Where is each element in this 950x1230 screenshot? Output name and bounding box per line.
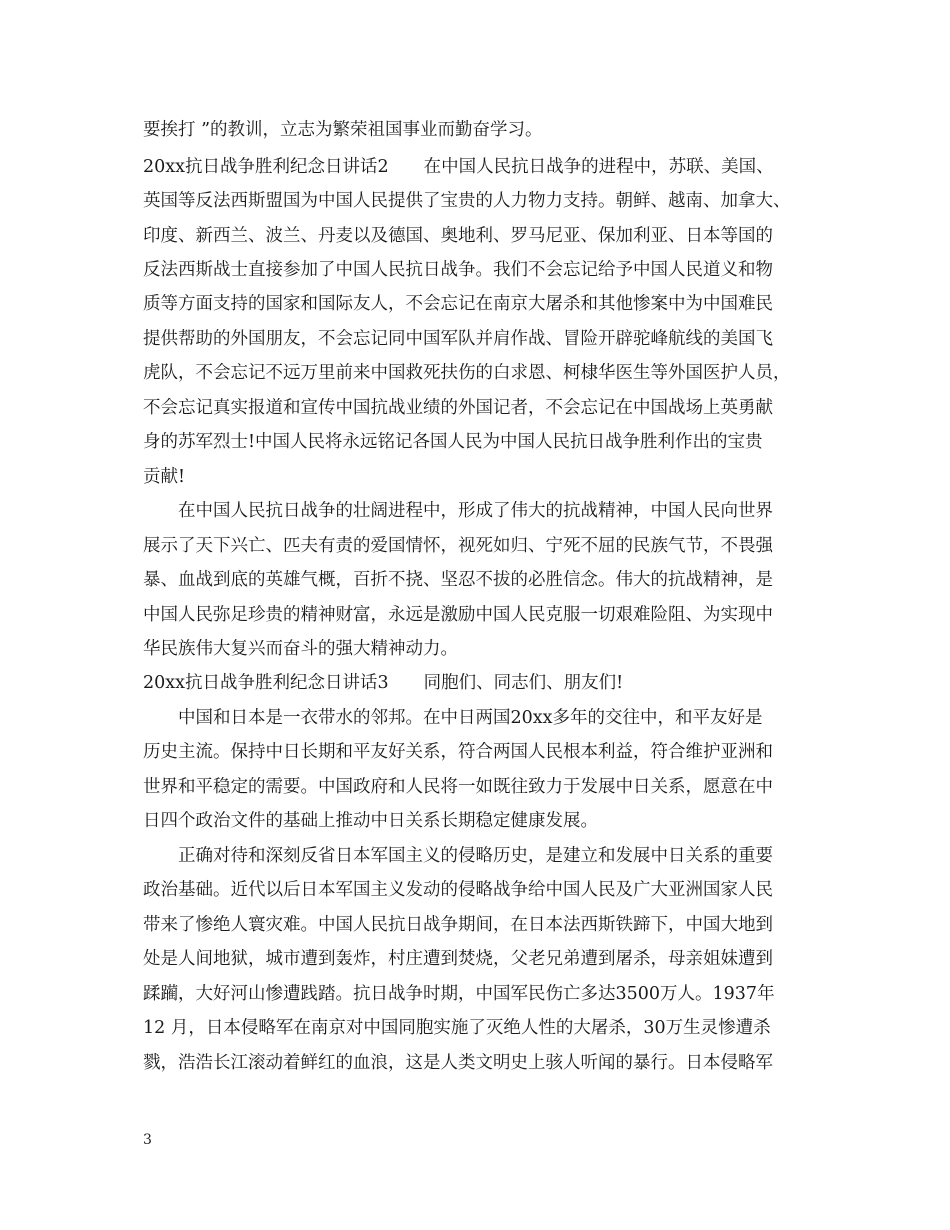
text-line: 不会忘记真实报道和宣传中国抗战业绩的外国记者，不会忘记在中国战场上英勇献 — [143, 398, 773, 418]
text-line: 中国人民弥足珍贵的精神财富，永远是激励中国人民克服一切艰难险阻、为实现中 — [143, 605, 773, 625]
text-line: 戮，浩浩长江滚动着鲜红的血浪，这是人类文明史上骇人听闻的暴行。日本侵略军 — [143, 1053, 773, 1073]
text-line: 提供帮助的外国朋友，不会忘记同中国军队并肩作战、冒险开辟驼峰航线的美国飞 — [143, 329, 773, 349]
text-line: 质等方面支持的国家和国际友人，不会忘记在南京大屠杀和其他惨案中为中国难民 — [143, 294, 773, 314]
text-line: 贡献! — [143, 467, 186, 487]
text-line: 日四个政治文件的基础上推动中日关系长期稳定健康发展。 — [143, 811, 598, 831]
text-line: 蹂躏，大好河山惨遭践踏。抗日战争时期，中国军民伤亡多达3500万人。1937年 — [143, 984, 775, 1004]
text-line: 暴、血战到底的英雄气概，百折不挠、坚忍不拔的必胜信念。伟大的抗战精神，是 — [143, 570, 773, 590]
text-line: 展示了天下兴亡、匹夫有责的爱国情怀，视死如归、宁死不屈的民族气节，不畏强 — [143, 536, 773, 556]
text-line: 世界和平稳定的需要。中国政府和人民将一如既往致力于发展中日关系，愿意在中 — [143, 777, 773, 797]
text-line: 华民族伟大复兴而奋斗的强大精神动力。 — [143, 639, 458, 659]
text-line: 20xx抗日战争胜利纪念日讲话3 同胞们、同志们、朋友们! — [143, 673, 624, 693]
text-line: 反法西斯战士直接参加了中国人民抗日战争。我们不会忘记给予中国人民道义和物 — [143, 260, 773, 280]
text-line: 中国和日本是一衣带水的邻邦。在中日两国20xx多年的交往中，和平友好是 — [178, 708, 763, 728]
text-line: 政治基础。近代以后日本军国主义发动的侵略战争给中国人民及广大亚洲国家人民 — [143, 880, 773, 900]
text-line: 英国等反法西斯盟国为中国人民提供了宝贵的人力物力支持。朝鲜、越南、加拿大、 — [143, 191, 791, 211]
text-line: 带来了惨绝人寰灾难。中国人民抗日战争期间，在日本法西斯铁蹄下，中国大地到 — [143, 915, 773, 935]
text-line: 印度、新西兰、波兰、丹麦以及德国、奥地利、罗马尼亚、保加利亚、日本等国的 — [143, 226, 773, 246]
text-line: 历史主流。保持中日长期和平友好关系，符合两国人民根本利益，符合维护亚洲和 — [143, 742, 773, 762]
text-line: 20xx抗日战争胜利纪念日讲话2 在中国人民抗日战争的进程中，苏联、美国、 — [143, 157, 774, 177]
text-line: 身的苏军烈士!中国人民将永远铭记各国人民为中国人民抗日战争胜利作出的宝贵 — [143, 432, 763, 452]
text-line: 处是人间地狱，城市遭到轰炸，村庄遭到焚烧，父老兄弟遭到屠杀，母亲姐妹遭到 — [143, 949, 773, 969]
text-line: 虎队，不会忘记不远万里前来中国救死扶伤的白求恩、柯棣华医生等外国医护人员， — [143, 363, 791, 383]
text-line: 12 月，日本侵略军在南京对中国同胞实施了灭绝人性的大屠杀，30万生灵惨遭杀 — [143, 1018, 771, 1038]
text-line: 正确对待和深刻反省日本军国主义的侵略历史，是建立和发展中日关系的重要 — [178, 846, 773, 866]
page-number: 3 — [143, 1132, 152, 1148]
text-line: 在中国人民抗日战争的壮阔进程中，形成了伟大的抗战精神，中国人民向世界 — [178, 501, 773, 521]
text-line: 要挨打 ”的教训，立志为繁荣祖国事业而勤奋学习。 — [143, 120, 543, 140]
